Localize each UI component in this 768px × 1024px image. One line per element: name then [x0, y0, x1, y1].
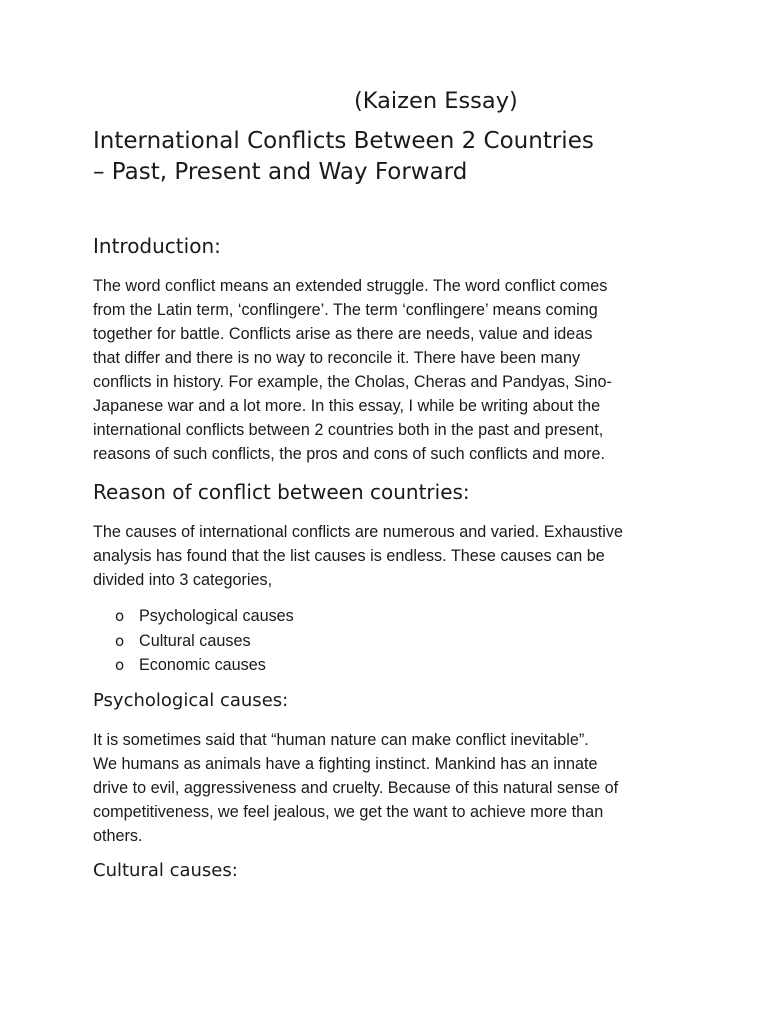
paragraph-line: Japanese war and a lot more. In this essay, I while be writing about the — [93, 397, 601, 415]
essay-label: (Kaizen Essay) — [354, 88, 518, 114]
list-item — [93, 653, 683, 678]
paragraph-line: international conflicts between 2 countries both in the past and present, — [93, 421, 604, 439]
list-item — [93, 629, 683, 654]
page-title — [93, 126, 683, 188]
paragraph-line: drive to evil, aggressiveness and cruelty. Because of this natural sense of — [93, 778, 619, 797]
paragraph-line: We humans as animals have a fighting instinct. Mankind has an innate — [93, 754, 598, 773]
paragraph-line: reasons of such conflicts, the pros and cons of such conflicts and more. — [93, 445, 605, 463]
introduction-paragraph — [93, 274, 683, 466]
reasons-heading: Reason of conflict between countries: — [93, 480, 470, 504]
bullet-marker: o — [115, 631, 125, 650]
paragraph-line: from the Latin term, ‘conflingere’. The term ‘conflingere’ means coming — [93, 301, 598, 319]
introduction-heading: Introduction: — [93, 234, 221, 258]
reasons-paragraph — [93, 520, 683, 592]
paragraph-line: conflicts in history. For example, the Cholas, Cheras and Pandyas, Sino- — [93, 373, 612, 391]
cultural-heading: Cultural causes: — [93, 859, 238, 881]
paragraph-line: analysis has found that the list causes is endless. These causes can be — [93, 547, 605, 565]
paragraph-line: others. — [93, 826, 143, 845]
paragraph-line: It is sometimes said that “human nature can make conflict inevitable”. — [93, 730, 589, 749]
list-item-label: Economic causes — [139, 656, 266, 674]
paragraph-line: that differ and there is no way to reconcile it. There have been many — [93, 349, 581, 367]
paragraph-line: competitiveness, we feel jealous, we get the want to achieve more than — [93, 802, 604, 821]
causes-list — [93, 604, 683, 678]
psychological-heading: Psychological causes: — [93, 689, 289, 711]
document-page — [93, 84, 683, 884]
list-item — [93, 604, 683, 629]
psychological-paragraph — [93, 728, 683, 848]
bullet-marker: o — [115, 656, 125, 674]
bullet-marker: o — [115, 607, 125, 625]
paragraph-line: divided into 3 categories, — [93, 571, 273, 589]
title-line: International Conflicts Between 2 Countries — [93, 128, 594, 154]
title-line: – Past, Present and Way Forward — [93, 159, 468, 185]
list-item-label: Cultural causes — [139, 631, 251, 650]
paragraph-line: together for battle. Conflicts arise as there are needs, value and ideas — [93, 325, 593, 343]
paragraph-line: The word conflict means an extended struggle. The word conflict comes — [93, 277, 608, 295]
paragraph-line: The causes of international conflicts are numerous and varied. Exhaustive — [93, 523, 623, 541]
list-item-label: Psychological causes — [139, 607, 294, 625]
